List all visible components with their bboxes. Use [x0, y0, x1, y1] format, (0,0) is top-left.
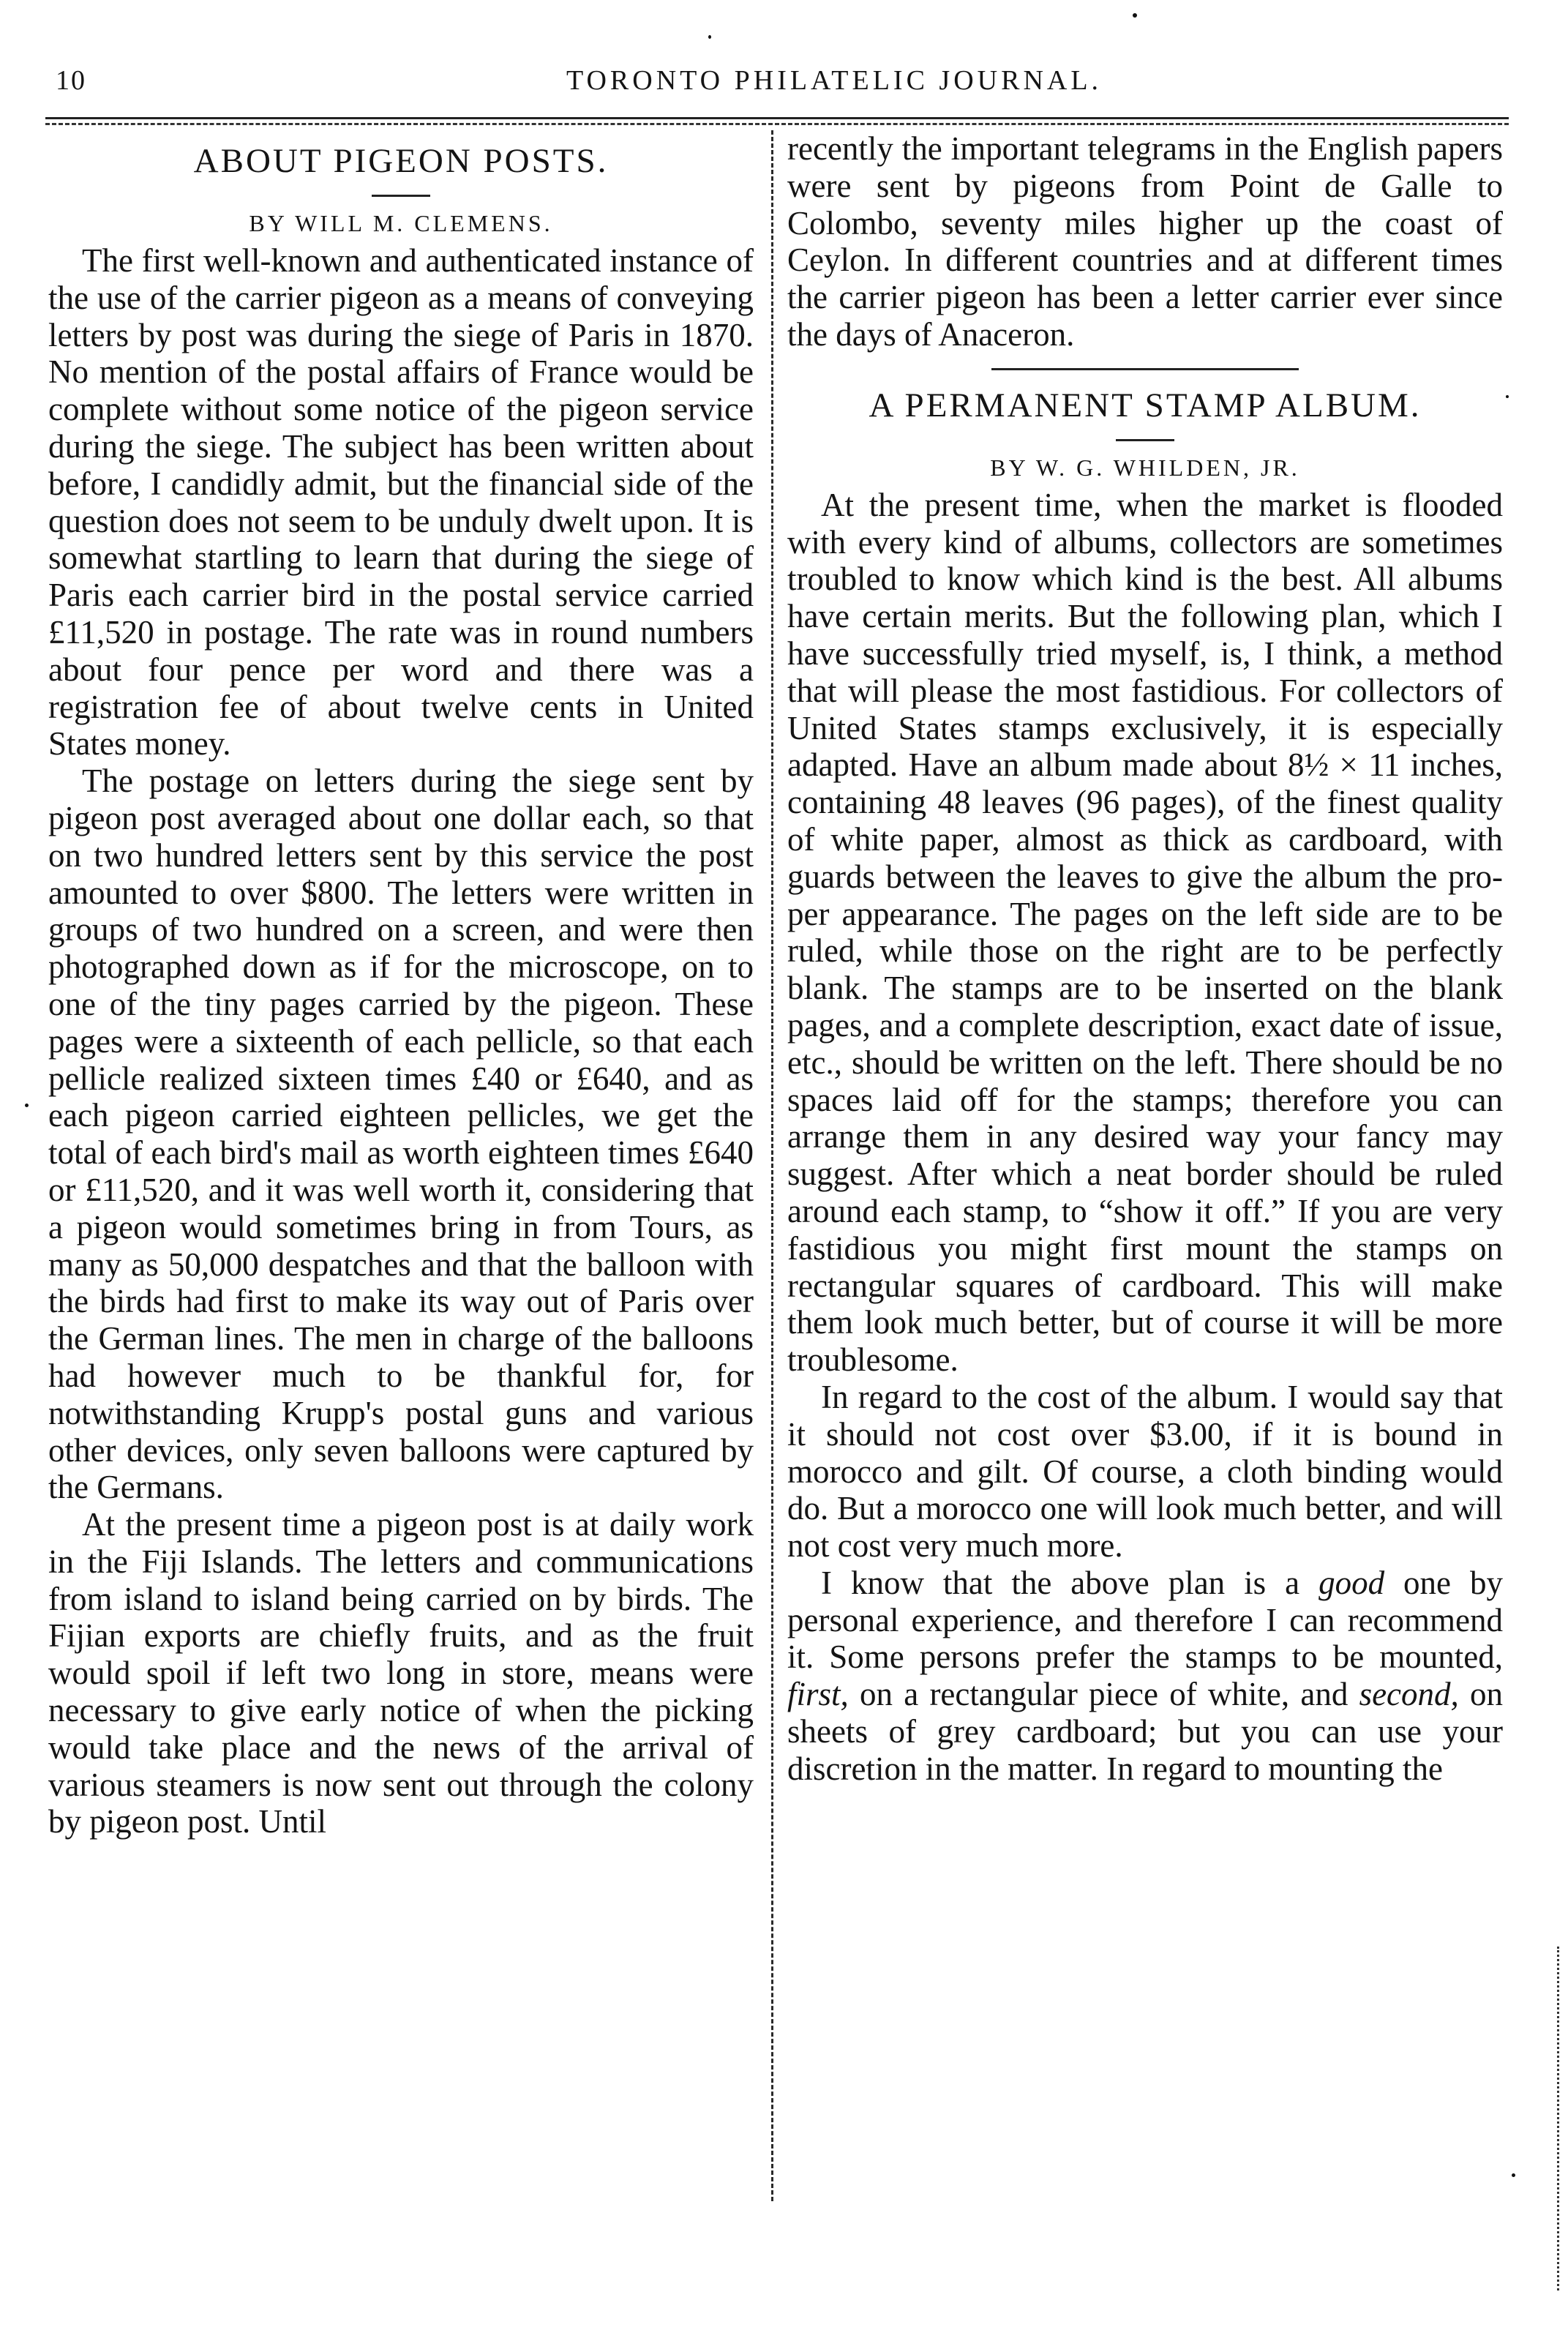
text-run: on a rectangular piece of white, and — [848, 1676, 1359, 1713]
italic-word: second, — [1359, 1676, 1459, 1713]
continued-paragraph: recently the important telegrams in the English papers were sent by pigeons from Point de Galle to Colombo, seventy miles higher up the coast of Ceylon. In different countries and at different times the carrier pigeon has been a letter carrier ever since the days of Anaceron. — [787, 130, 1503, 353]
italic-word: first, — [787, 1676, 849, 1713]
scan-edge-mark — [1557, 1947, 1559, 2290]
print-speck — [1133, 13, 1137, 18]
text-run: one by personal experience, and therefore I can recommend it. Some persons prefer the stamps to be mounted, — [787, 1564, 1503, 1676]
paragraph: The first well-known and authenticated instance of the use of the carrier pigeon as a means of conveying letters by post was during the siege of Paris in 1870. No mention of the postal affairs of France would be complete without some notice of the pigeon service during the siege. The subject has been written about before, I candidly admit, but the financial side of the question does not seem to be unduly dwelt upon. It is somewhat startling to learn that during the siege of Paris each carrier bird in the postal service carried £11,520 in postage. The rate was in round numbers about four pence per word and there was a registration fee of about twelve cents in United States money. — [48, 242, 754, 763]
article-separator-rule — [991, 368, 1299, 370]
byline-clemens: BY WILL M. CLEMENS. — [249, 210, 553, 236]
byline-whilden: BY W. G. WHILDEN, JR. — [990, 454, 1300, 481]
paragraph-final — [787, 1565, 1503, 1788]
left-column — [48, 130, 754, 1840]
article-title-pigeon-posts: ABOUT PIGEON POSTS. — [193, 142, 609, 180]
title-rule — [372, 195, 430, 197]
text-run: I know that the above plan is a — [821, 1564, 1319, 1601]
running-title: TORONTO PHILATELIC JOURNAL. — [566, 65, 1103, 96]
print-speck — [1506, 395, 1509, 398]
title-rule — [1116, 439, 1174, 441]
header-dashed-rule — [45, 123, 1509, 125]
paragraph: The postage on letters during the siege sent by pigeon post averaged about one dollar each, so that on two hundred letters sent by this service the post amounted to over $800. The letters were written in groups of two hundred on a screen, and were then photographed down as if for the microscope, on to one of the tiny pages carried by the pigeon. These pages were a sixteenth of each pellicle, so that each pellicle realized sixteen times £40 or £640, and as each pigeon carried eighteen pellicles, we get the total of each bird's mail as worth eighteen times £640 or £11,520, and it was well worth it, considering that a pigeon would sometimes bring in from Tours, as many as 50,000 despatches and that the balloon with the birds had first to make its way out of Paris over the German lines. The men in charge of the balloons had however much to be thankful for, for notwithstanding Krupp's postal guns and various other devices, only seven balloons were captured by the Germans. — [48, 763, 754, 1506]
print-speck — [25, 1104, 29, 1107]
right-column — [787, 130, 1503, 1788]
italic-word: good — [1318, 1564, 1385, 1601]
print-speck — [708, 35, 711, 39]
paragraph: At the present time a pigeon post is at daily work in the Fiji Islands. The letters and communications from island to island being carried on by birds. The Fijian exports are chiefly fruits, and as the fruit would spoil if left two long in store, means were necessary to give early notice of when the picking would take place and the news of the arrival of various steamers is now sent out through the colony by pigeon post. Until — [48, 1506, 754, 1840]
article-title-stamp-album: A PERMANENT STAMP ALBUM. — [869, 386, 1422, 424]
header-rule — [45, 117, 1509, 119]
page-number: 10 — [56, 65, 86, 96]
paragraph: At the present time, when the market is flooded with every kind of albums, collectors are sometimes troubled to know which kind is the best. All albums have certain merits. But the following plan, which I have successfully tried myself, is, I think, a method that will please the most fastidious. For collectors of United States stamps exclusively, it is especially adapted. Have an album made about 8½ × 11 inches, containing 48 leaves (96 pages), of the finest quality of white paper, almost as thick as cardboard, with guards between the leaves to give the album the proper appearance. The pages on the left side are to be ruled, while those on the right are to be perfectly blank. The stamps are to be inserted on the blank pages, and a complete description, exact date of issue, etc., should be written on the left. There should be no spaces laid off for the stamps; therefore you can arrange them in any desired way your fancy may suggest. After which a neat border should be ruled around each stamp, to “show it off.” If you are very fastidious you might first mount the stamps on rectangular squares of cardboard. This will make them look much better, but of course it will be more troublesome. — [787, 486, 1503, 1379]
column-divider — [771, 130, 773, 2201]
paragraph: In regard to the cost of the album. I would say that it should not cost over $3.00, if it is bound in morocco and gilt. Of course, a cloth binding would do. But a morocco one will look much better, and will not cost very much more. — [787, 1378, 1503, 1565]
text-run: on sheets of grey cardboard; but you can use your discretion in the matter. In regard to mounting the — [787, 1676, 1504, 1787]
print-speck — [1512, 2173, 1515, 2177]
